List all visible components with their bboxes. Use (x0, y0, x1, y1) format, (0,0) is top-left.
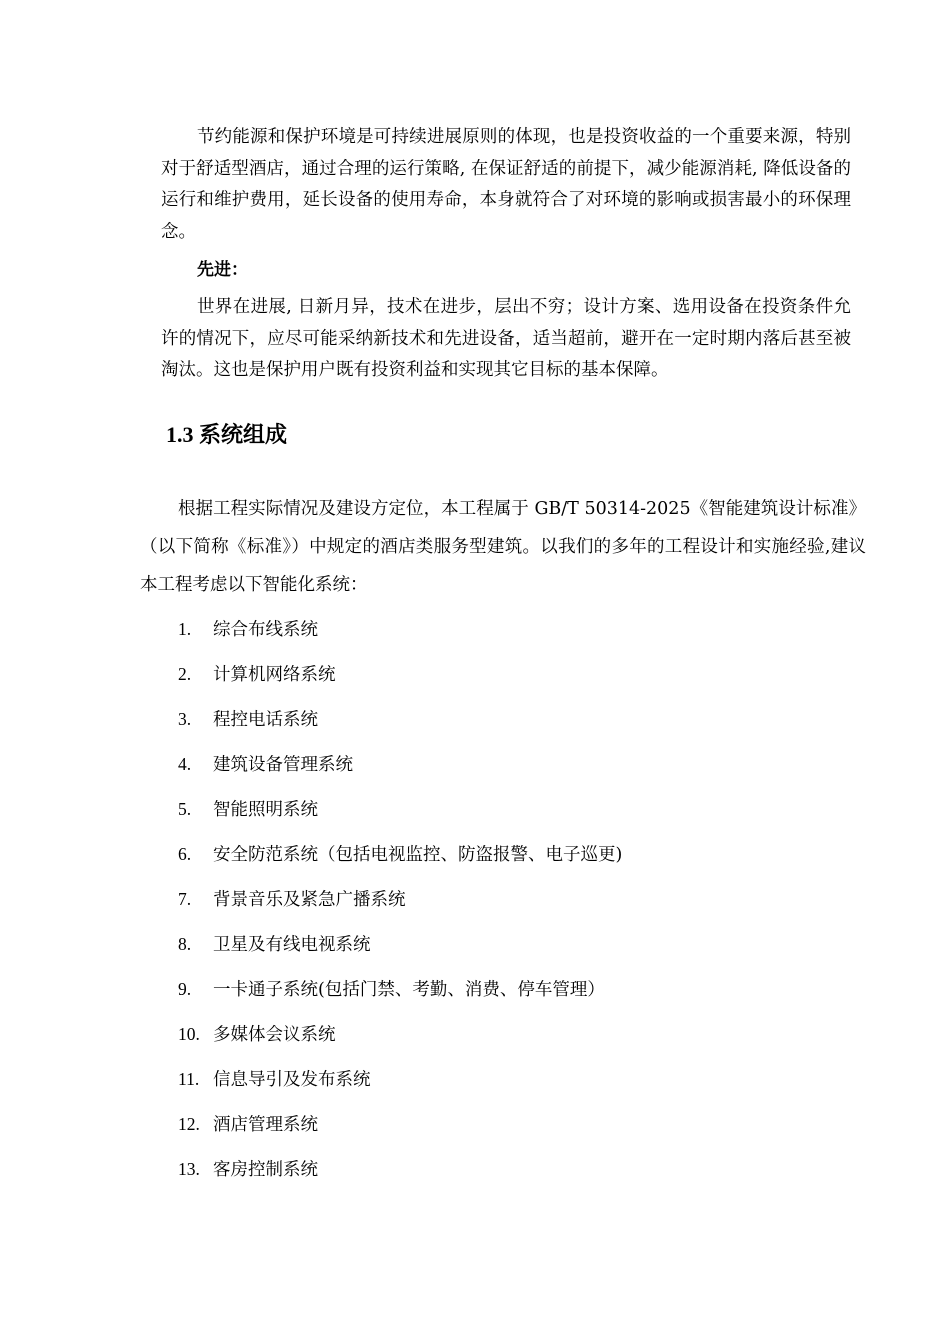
list-item-text: 客房控制系统 (213, 1160, 318, 1180)
paragraph-advanced: 世界在进展, 日新月异，技术在进步，层出不穷；设计方案、选用设备在投资条件允许的情况下，应尽可能采纳新技术和先进设备，适当超前，避开在一定时期内落后甚至被淘汰。这也是保护用户既有投资利益和实现其它目标的基本保障。 (161, 297, 851, 380)
list-item (178, 881, 622, 926)
list-item (178, 791, 622, 836)
subheading-advanced: 先进： (197, 260, 248, 280)
list-item-text: 综合布线系统 (213, 620, 318, 640)
list-item-number: 9. (178, 979, 192, 999)
list-item-number: 8. (178, 934, 192, 954)
list-item-text: 计算机网络系统 (213, 665, 336, 685)
paragraph-energy-saving: 节约能源和保护环境是可持续进展原则的体现，也是投资收益的一个重要来源，特别对于舒适型酒店，通过合理的运行策略, 在保证舒适的前提下，减少能源消耗, 降低设备的运行和维护费用，延长设备的使用寿命，本身就符合了对环境的影响或损害最小的环保理念。 (161, 127, 851, 242)
list-item (178, 1016, 622, 1061)
list-item-number: 7. (178, 889, 192, 909)
list-item-text: 卫星及有线电视系统 (213, 935, 371, 955)
list-item-text: 信息导引及发布系统 (213, 1070, 371, 1090)
list-item (178, 971, 622, 1016)
list-item-number: 11. (178, 1069, 200, 1089)
list-item-text: 酒店管理系统 (213, 1115, 318, 1135)
list-item (178, 926, 622, 971)
list-item-text: 智能照明系统 (213, 800, 318, 820)
list-item-number: 6. (178, 844, 192, 864)
list-item (178, 701, 622, 746)
list-item-text: 程控电话系统 (213, 710, 318, 730)
list-item (178, 1106, 622, 1151)
list-item-number: 12. (178, 1114, 200, 1134)
list-item (178, 1061, 622, 1106)
list-item-number: 1. (178, 619, 192, 639)
list-item-text: 一卡通子系统(包括门禁、考勤、消费、停车管理） (213, 980, 605, 1000)
list-item (178, 656, 622, 701)
system-list (178, 611, 622, 1196)
list-item-text: 多媒体会议系统 (213, 1025, 336, 1045)
list-item (178, 611, 622, 656)
list-item-number: 13. (178, 1159, 200, 1179)
list-item (178, 746, 622, 791)
list-item-number: 2. (178, 664, 192, 684)
list-item (178, 1151, 622, 1196)
list-item-text: 安全防范系统（包括电视监控、防盗报警、电子巡更) (213, 845, 623, 865)
list-item-number: 5. (178, 799, 192, 819)
list-item-text: 建筑设备管理系统 (213, 755, 353, 775)
list-item-number: 4. (178, 754, 192, 774)
list-item-number: 10. (178, 1024, 200, 1044)
list-item-text: 背景音乐及紧急广播系统 (213, 890, 406, 910)
section-title: 1.3 系统组成 (166, 422, 288, 447)
list-item (178, 836, 622, 881)
list-item-number: 3. (178, 709, 192, 729)
paragraph-system-composition: 根据工程实际情况及建设方定位，本工程属于 GB/T 50314-2025《智能建筑设计标准》（以下简称《标准》）中规定的酒店类服务型建筑。以我们的多年的工程设计和实施经验,建议本工程考虑以下智能化系统： (140, 499, 866, 595)
